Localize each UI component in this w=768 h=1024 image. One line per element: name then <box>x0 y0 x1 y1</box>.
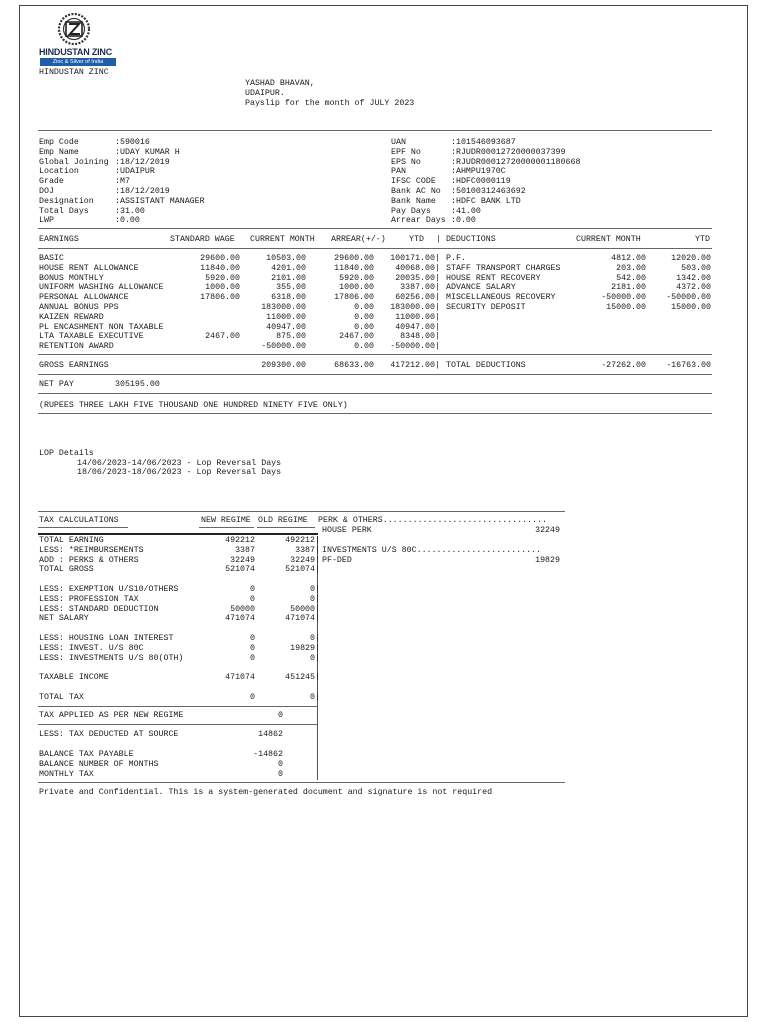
lop-line-2: 18/06/2023-18/06/2023 - Lop Reversal Days <box>77 468 282 477</box>
employee-field-value: :HDFC0000119 <box>451 177 511 187</box>
earning-name: UNIFORM WASHING ALLOWANCE <box>39 283 164 293</box>
employee-field-label: Location <box>39 167 79 177</box>
employee-field-value: :50100312463692 <box>451 187 526 196</box>
total-deductions-ytd: -16763.00 <box>666 361 711 370</box>
tax-row-label: LESS: HOUSING LOAN INTEREST <box>39 634 174 643</box>
old-regime-header: OLD REGIME <box>258 516 308 525</box>
deduction-current-month: -50000.00 <box>601 293 646 303</box>
amount-in-words: (RUPEES THREE LAKH FIVE THOUSAND ONE HUNDRED NINETY FIVE ONLY) <box>39 401 348 410</box>
earning-name: KAIZEN REWARD <box>39 312 104 322</box>
balance-row-value: 0 <box>278 759 283 769</box>
total-deductions-current: -27262.00 <box>601 361 646 370</box>
house-perk-value: 32249 <box>535 526 560 535</box>
earning-arrear: 17806.00 <box>334 293 374 303</box>
divider <box>38 511 565 512</box>
tax-row-old-regime: 0| <box>310 692 320 702</box>
earning-current-month: 4201.00 <box>271 263 306 273</box>
divider <box>38 354 712 355</box>
employee-field-label: Global Joining <box>39 157 109 167</box>
balance-row-label: BALANCE NUMBER OF MONTHS <box>39 759 159 769</box>
tax-row-new-regime: 0 <box>250 692 255 702</box>
employee-field-value: :18/12/2019 <box>115 157 170 167</box>
gross-earnings-label: GROSS EARNINGS <box>39 361 109 370</box>
earning-ytd: 183000.00| <box>390 303 440 312</box>
employee-field-value: :0.00 <box>115 216 140 226</box>
tax-row-label: NET SALARY <box>39 614 89 624</box>
earning-name: LTA TAXABLE EXECUTIVE <box>39 332 144 342</box>
logo-tagline: Zinc & Silver of India <box>40 58 116 66</box>
earning-current-month: 875.00 <box>276 332 306 342</box>
tax-row-old-regime: 521074| <box>285 565 320 575</box>
deductions-header: | DEDUCTIONS <box>436 235 496 244</box>
divider <box>38 248 712 249</box>
tax-calc-title: TAX CALCULATIONS <box>39 516 119 525</box>
employee-field-label: EPS No <box>391 157 421 167</box>
tax-row-new-regime: 0 <box>250 585 255 594</box>
earning-ytd: 8348.00| <box>400 332 440 342</box>
deduction-current-month: 2181.00 <box>611 283 646 293</box>
divider <box>38 374 712 375</box>
deduction-current-month: 15000.00 <box>606 303 646 312</box>
standard-wage-header: STANDARD WAGE <box>170 235 235 244</box>
earning-arrear: 29600.00 <box>334 254 374 263</box>
employee-field-value: :UDAIPUR <box>115 167 155 177</box>
pf-ded-label: PF-DED <box>322 556 352 565</box>
deduction-name: ADVANCE SALARY <box>446 283 516 293</box>
net-pay-label: NET PAY <box>39 380 74 389</box>
employee-field-label: UAN <box>391 138 406 147</box>
tax-row-label: LESS: INVEST. U/S 80C <box>39 643 144 653</box>
deduction-current-month: 4812.00 <box>611 254 646 263</box>
tax-row-label: TOTAL GROSS <box>39 565 94 575</box>
tax-row-label: TOTAL EARNING <box>39 536 104 545</box>
tax-row-old-regime: 19829| <box>290 643 320 653</box>
earning-name: RETENTION AWARD <box>39 342 114 352</box>
employee-field-value: :M7 <box>115 177 130 187</box>
tax-row-label: TAXABLE INCOME <box>39 673 109 683</box>
footer-note: Private and Confidential. This is a system-generated document and signature is not required <box>39 788 493 797</box>
earning-name: PERSONAL ALLOWANCE <box>39 293 129 303</box>
earning-name: ANNUAL BONUS PPS <box>39 303 119 312</box>
employee-field-value: :41.00 <box>451 206 481 216</box>
tax-row-label: LESS: EXEMPTION U/S10/OTHERS <box>39 585 179 594</box>
employee-field-value: :AHMPU1970C <box>451 167 506 177</box>
employee-field-value: :ASSISTANT MANAGER <box>115 196 205 206</box>
earning-ytd: 11000.00| <box>395 312 440 322</box>
earning-current-month: 183000.00 <box>261 303 306 312</box>
employee-field-label: IFSC CODE <box>391 177 436 187</box>
company-name: HINDUSTAN ZINC <box>39 68 109 77</box>
tax-applied-value: 0 <box>278 711 283 720</box>
lop-line-1: 14/06/2023-14/06/2023 - Lop Reversal Days <box>77 459 282 468</box>
balance-row-value: -14862 <box>253 750 283 759</box>
address-line-2: UDAIPUR. <box>245 89 285 98</box>
deduction-ytd: 15000.00 <box>671 303 711 312</box>
deduction-name: SECURITY DEPOSIT <box>446 303 526 312</box>
lop-title: LOP Details <box>39 449 94 458</box>
tax-row-old-regime: 50000| <box>290 604 320 614</box>
divider <box>38 724 318 725</box>
employee-field-value: :0.00 <box>451 216 476 226</box>
earning-current-month: 40947.00 <box>266 322 306 332</box>
earning-current-month: 10503.00 <box>266 254 306 263</box>
employee-field-value: :18/12/2019 <box>115 187 170 196</box>
employee-field-label: LWP <box>39 216 54 226</box>
earning-arrear: 0.00 <box>354 342 374 352</box>
gross-earnings-arrear: 68633.00 <box>334 361 374 370</box>
tax-row-label: ADD : PERKS & OTHERS <box>39 555 139 565</box>
tax-row-old-regime: 471074| <box>285 614 320 624</box>
deduction-ytd: 12020.00 <box>671 254 711 263</box>
investments-title: INVESTMENTS U/S 80C......................... <box>322 546 542 555</box>
total-deductions-label: TOTAL DEDUCTIONS <box>446 361 526 370</box>
divider <box>38 706 318 707</box>
earning-standard-wage: 5920.00 <box>205 273 240 283</box>
earning-ytd: -50000.00| <box>390 342 440 352</box>
tax-row-label: LESS: INVESTMENTS U/S 80(OTH) <box>39 653 184 663</box>
employee-field-label: Bank Name <box>391 196 436 206</box>
earning-current-month: 11000.00 <box>266 312 306 322</box>
balance-row-label: MONTHLY TAX <box>39 769 94 779</box>
earning-standard-wage: 11840.00 <box>200 263 240 273</box>
employee-field-label: Total Days <box>39 206 89 216</box>
tds-label: LESS: TAX DEDUCTED AT SOURCE <box>39 730 179 739</box>
payslip-title: Payslip for the month of JULY 2023 <box>245 99 415 108</box>
current-month-header: CURRENT MONTH <box>250 235 315 244</box>
employee-field-label: Designation <box>39 196 94 206</box>
earning-standard-wage: 2467.00 <box>205 332 240 342</box>
earning-standard-wage: 29600.00 <box>200 254 240 263</box>
divider <box>257 527 315 528</box>
divider <box>38 130 712 131</box>
tax-row-old-regime: 0| <box>310 585 320 594</box>
tax-row-new-regime: 50000 <box>230 604 255 614</box>
ytd-header: YTD <box>409 235 424 244</box>
tax-row-old-regime: 451245| <box>285 673 320 683</box>
earning-name: BONUS MONTHLY <box>39 273 104 283</box>
ded-current-month-header: CURRENT MONTH <box>576 235 641 244</box>
employee-field-label: Pay Days <box>391 206 431 216</box>
tax-row-label: LESS: *REIMBURSEMENTS <box>39 545 144 555</box>
divider <box>199 527 254 528</box>
earning-name: PL ENCASHMENT NON TAXABLE <box>39 322 164 332</box>
earning-ytd: 3387.00| <box>400 283 440 293</box>
earning-arrear: 0.00 <box>354 322 374 332</box>
balance-row-label: BALANCE TAX PAYABLE <box>39 750 134 759</box>
deduction-name: P.F. <box>446 254 466 263</box>
tax-row-old-regime: 0| <box>310 653 320 663</box>
tax-row-new-regime: 0 <box>250 643 255 653</box>
hindustan-zinc-emblem-icon <box>39 12 119 48</box>
tax-row-old-regime: 3387| <box>295 545 320 555</box>
house-perk-label: HOUSE PERK <box>322 526 372 535</box>
earning-ytd: 20035.00| <box>395 273 440 283</box>
divider <box>38 413 712 414</box>
earning-ytd: 100171.00| <box>390 254 440 263</box>
employee-field-label: Emp Code <box>39 138 79 147</box>
earning-current-month: 6318.00 <box>271 293 306 303</box>
tax-row-old-regime: 0| <box>310 634 320 643</box>
tax-row-label: LESS: PROFESSION TAX <box>39 594 139 604</box>
tax-row-new-regime: 32249 <box>230 555 255 565</box>
employee-field-value: :HDFC BANK LTD <box>451 196 521 206</box>
earning-ytd: 60256.00| <box>395 293 440 303</box>
earning-arrear: 0.00 <box>354 303 374 312</box>
divider <box>38 782 565 783</box>
logo-wordmark: HINDUSTAN ZINC <box>39 47 113 57</box>
net-pay-value: 305195.00 <box>115 380 160 389</box>
earning-arrear: 0.00 <box>354 312 374 322</box>
gross-earnings-ytd: 417212.00| <box>390 361 440 370</box>
tax-row-new-regime: 0 <box>250 594 255 604</box>
employee-field-value: :RJUDR00012720000037399 <box>451 147 566 157</box>
employee-field-label: DOJ <box>39 187 54 196</box>
employee-field-label: Arrear Days <box>391 216 446 226</box>
tax-row-label: TOTAL TAX <box>39 692 84 702</box>
tax-row-label: LESS: STANDARD DEDUCTION <box>39 604 159 614</box>
deduction-ytd: 503.00 <box>681 263 711 273</box>
earning-ytd: 40068.00| <box>395 263 440 273</box>
earning-standard-wage: 17806.00 <box>200 293 240 303</box>
divider <box>38 527 128 528</box>
earning-arrear: 11840.00 <box>334 263 374 273</box>
earning-arrear: 5920.00 <box>339 273 374 283</box>
earning-arrear: 2467.00 <box>339 332 374 342</box>
tax-row-new-regime: 471074 <box>225 614 255 624</box>
employee-field-value: :RJUDR00012720000001180668 <box>451 157 581 167</box>
employee-field-value: :101546093687 <box>451 138 516 147</box>
tax-row-new-regime: 3387 <box>235 545 255 555</box>
tax-row-new-regime: 521074 <box>225 565 255 575</box>
tds-value: 14862 <box>258 730 283 739</box>
earning-current-month: -50000.00 <box>261 342 306 352</box>
divider <box>38 533 318 535</box>
employee-field-label: Emp Name <box>39 147 79 157</box>
tax-row-new-regime: 0 <box>250 653 255 663</box>
deduction-name: HOUSE RENT RECOVERY <box>446 273 541 283</box>
tax-row-new-regime: 0 <box>250 634 255 643</box>
tax-row-old-regime: 0| <box>310 594 320 604</box>
ded-ytd-header: YTD <box>695 235 710 244</box>
employee-field-value: :31.00 <box>115 206 145 216</box>
deduction-name: MISCELLANEOUS RECOVERY <box>446 293 556 303</box>
earning-arrear: 1000.00 <box>339 283 374 293</box>
balance-row-value: 0 <box>278 769 283 779</box>
divider <box>38 228 712 229</box>
arrear-header: ARREAR(+/-) <box>331 235 386 244</box>
employee-field-label: PAN <box>391 167 406 177</box>
gross-earnings-current: 209300.00 <box>261 361 306 370</box>
divider <box>38 393 712 394</box>
employee-field-label: Bank AC No <box>391 187 441 196</box>
tax-row-old-regime: 32249| <box>290 555 320 565</box>
earning-standard-wage: 1000.00 <box>205 283 240 293</box>
deduction-ytd: -50000.00 <box>666 293 711 303</box>
deduction-current-month: 203.00 <box>616 263 646 273</box>
perks-title: PERK & OTHERS................................. <box>318 516 548 525</box>
tax-row-new-regime: 492212 <box>225 536 255 545</box>
tax-row-old-regime: 492212| <box>285 536 320 545</box>
employee-field-label: EPF No <box>391 147 421 157</box>
employee-field-label: Grade <box>39 177 64 187</box>
tax-row-new-regime: 471074 <box>225 673 255 683</box>
deduction-ytd: 4372.00 <box>676 283 711 293</box>
earning-name: HOUSE RENT ALLOWANCE <box>39 263 139 273</box>
employee-field-value: :590016 <box>115 138 150 147</box>
earning-name: BASIC <box>39 254 64 263</box>
pf-ded-value: 19829 <box>535 556 560 565</box>
deduction-ytd: 1342.00 <box>676 273 711 283</box>
earnings-header: EARNINGS <box>39 235 79 244</box>
tax-applied-label: TAX APPLIED AS PER NEW REGIME <box>39 711 184 720</box>
employee-field-value: :UDAY KUMAR H <box>115 147 180 157</box>
deduction-current-month: 542.00 <box>616 273 646 283</box>
deduction-name: STAFF TRANSPORT CHARGES <box>446 263 561 273</box>
earning-ytd: 40947.00| <box>395 322 440 332</box>
earning-current-month: 355.00 <box>276 283 306 293</box>
address-line-1: YASHAD BHAVAN, <box>245 79 315 88</box>
earning-current-month: 2101.00 <box>271 273 306 283</box>
new-regime-header: NEW REGIME <box>201 516 251 525</box>
